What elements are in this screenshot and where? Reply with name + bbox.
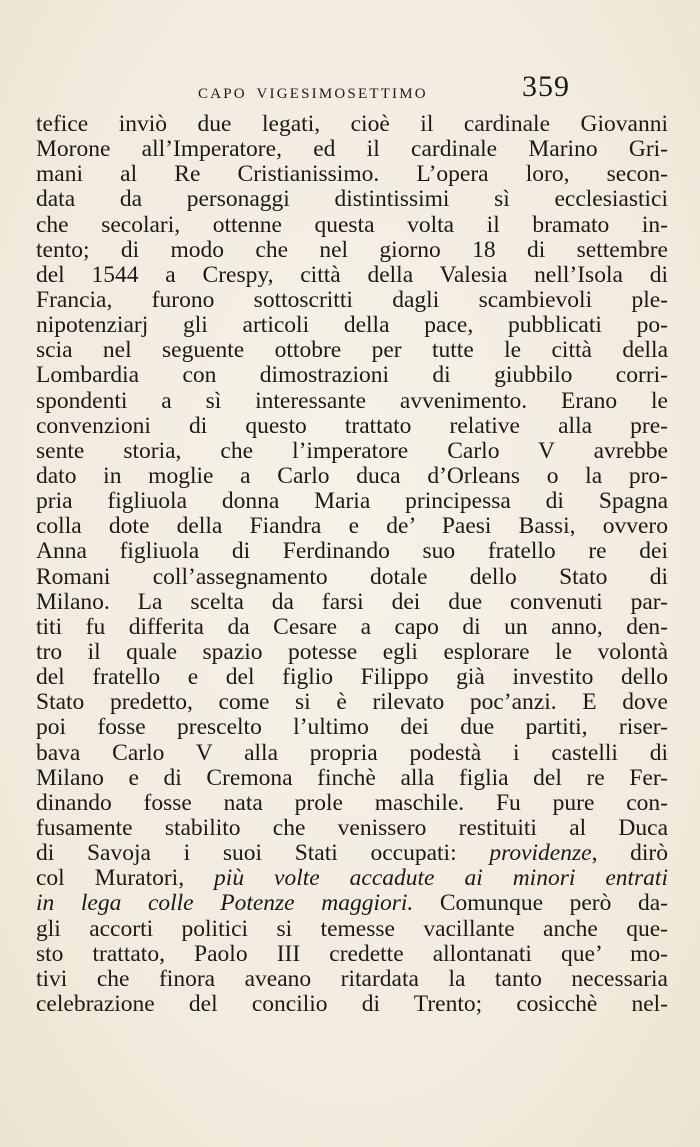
text-segment: del fratello e del figlio Filippo già investito dello	[36, 664, 668, 691]
text-line	[36, 363, 668, 388]
text-line	[36, 791, 668, 816]
text-segment: fusamente stabilito che venissero restituiti al Duca	[36, 814, 668, 841]
text-line	[36, 741, 668, 766]
text-line	[36, 112, 668, 137]
text-segment: bava Carlo V alla propria podestà i castelli di	[36, 739, 668, 766]
text-line	[36, 715, 668, 740]
italic-segment: più volte accadute ai minori entrati	[214, 865, 668, 892]
text-segment: dato in moglie a Carlo duca d’Orleans o la pro-	[36, 462, 668, 489]
text-segment: Comunque però da-	[413, 890, 668, 917]
text-segment: data da personaggi distintissimi sì ecclesiastici	[36, 186, 668, 213]
text-segment: col Muratori,	[36, 865, 215, 892]
text-segment: del 1544 a Crespy, città della Valesia nell’Isola di	[36, 261, 668, 288]
text-segment: sto trattato, Paolo III credette allontanati que’ mo-	[36, 940, 668, 967]
text-line	[36, 288, 668, 313]
text-segment: tivi che finora aveano ritardata la tanto necessaria	[36, 965, 668, 992]
text-segment: titi fu differita da Cesare a capo di un anno, den-	[36, 613, 668, 640]
text-line	[36, 816, 668, 841]
text-line	[36, 766, 668, 791]
text-line	[36, 665, 668, 690]
text-line	[36, 841, 668, 866]
text-segment: sente storia, che l’imperatore Carlo V avrebbe	[36, 437, 668, 464]
text-segment: spondenti a sì interessante avvenimento. Erano le	[36, 387, 668, 414]
text-segment: poi fosse prescelto l’ultimo dei due partiti, riser-	[36, 714, 668, 741]
text-segment: di Savoja i suoi Stati occupati:	[36, 840, 490, 867]
text-line	[36, 389, 668, 414]
text-segment: scia nel seguente ottobre per tutte le città della	[36, 337, 668, 364]
text-line	[36, 565, 668, 590]
text-line	[36, 238, 668, 263]
text-segment: colla dote della Fiandra e de’ Paesi Bassi, ovvero	[36, 513, 668, 540]
text-line	[36, 891, 668, 916]
text-line	[36, 866, 668, 891]
text-line	[36, 615, 668, 640]
text-line	[36, 514, 668, 539]
text-line	[36, 489, 668, 514]
text-segment: tefice inviò due legati, cioè il cardinale Giovanni	[36, 111, 668, 137]
text-segment: mani al Re Cristianissimo. L’opera loro, secon-	[36, 161, 668, 188]
text-segment: che secolari, ottenne questa volta il bramato in-	[36, 211, 668, 238]
text-segment: convenzioni di questo trattato relative alla pre-	[36, 412, 668, 439]
text-line	[36, 187, 668, 212]
text-line	[36, 992, 668, 1017]
text-segment: Milano. La scelta da farsi dei due convenuti par-	[36, 588, 668, 615]
text-line	[36, 640, 668, 665]
running-title: CAPO VIGESIMOSETTIMO	[198, 86, 428, 102]
text-line	[36, 414, 668, 439]
text-segment: gli accorti politici si temesse vacillante anche que-	[36, 915, 668, 942]
text-segment: Anna figliuola di Ferdinando suo fratello re dei	[36, 538, 668, 565]
text-segment: Morone all’Imperatore, ed il cardinale Marino Gri-	[36, 136, 668, 163]
italic-segment: in lega colle Potenze maggiori.	[36, 890, 414, 917]
text-segment: Francia, furono sottoscritti dagli scambievoli ple-	[36, 286, 668, 313]
page-number: 359	[522, 70, 570, 103]
text-line	[36, 590, 668, 615]
text-line	[36, 263, 668, 288]
text-line	[36, 464, 668, 489]
body-text	[36, 112, 668, 1017]
italic-segment: providenze	[489, 840, 592, 867]
text-line	[36, 439, 668, 464]
text-line	[36, 967, 668, 992]
text-line	[36, 338, 668, 363]
text-segment: celebrazione del concilio di Trento; cosicchè nel-	[36, 990, 668, 1017]
text-line	[36, 539, 668, 564]
text-line	[36, 162, 668, 187]
text-segment: Stato predetto, come si è rilevato poc’anzi. E dove	[36, 689, 668, 716]
text-line	[36, 917, 668, 942]
text-line	[36, 313, 668, 338]
text-line	[36, 213, 668, 238]
text-segment: dinando fosse nata prole maschile. Fu pure con-	[36, 789, 668, 816]
text-segment: Romani coll’assegnamento dotale dello Stato di	[36, 563, 668, 590]
text-line	[36, 137, 668, 162]
text-line	[36, 942, 668, 967]
text-segment: , dirò	[591, 840, 668, 867]
text-segment: tro il quale spazio potesse egli esplorare le volontà	[36, 638, 668, 665]
text-segment: nipotenziarj gli articoli della pace, pubblicati po-	[36, 312, 668, 339]
text-segment: tento; di modo che nel giorno 18 di settembre	[36, 236, 668, 263]
text-segment: Lombardia con dimostrazioni di giubbilo corri-	[36, 362, 668, 389]
text-line	[36, 690, 668, 715]
text-segment: Milano e di Cremona finchè alla figlia del re Fer-	[36, 764, 668, 791]
text-segment: pria figliuola donna Maria principessa di Spagna	[36, 488, 668, 515]
